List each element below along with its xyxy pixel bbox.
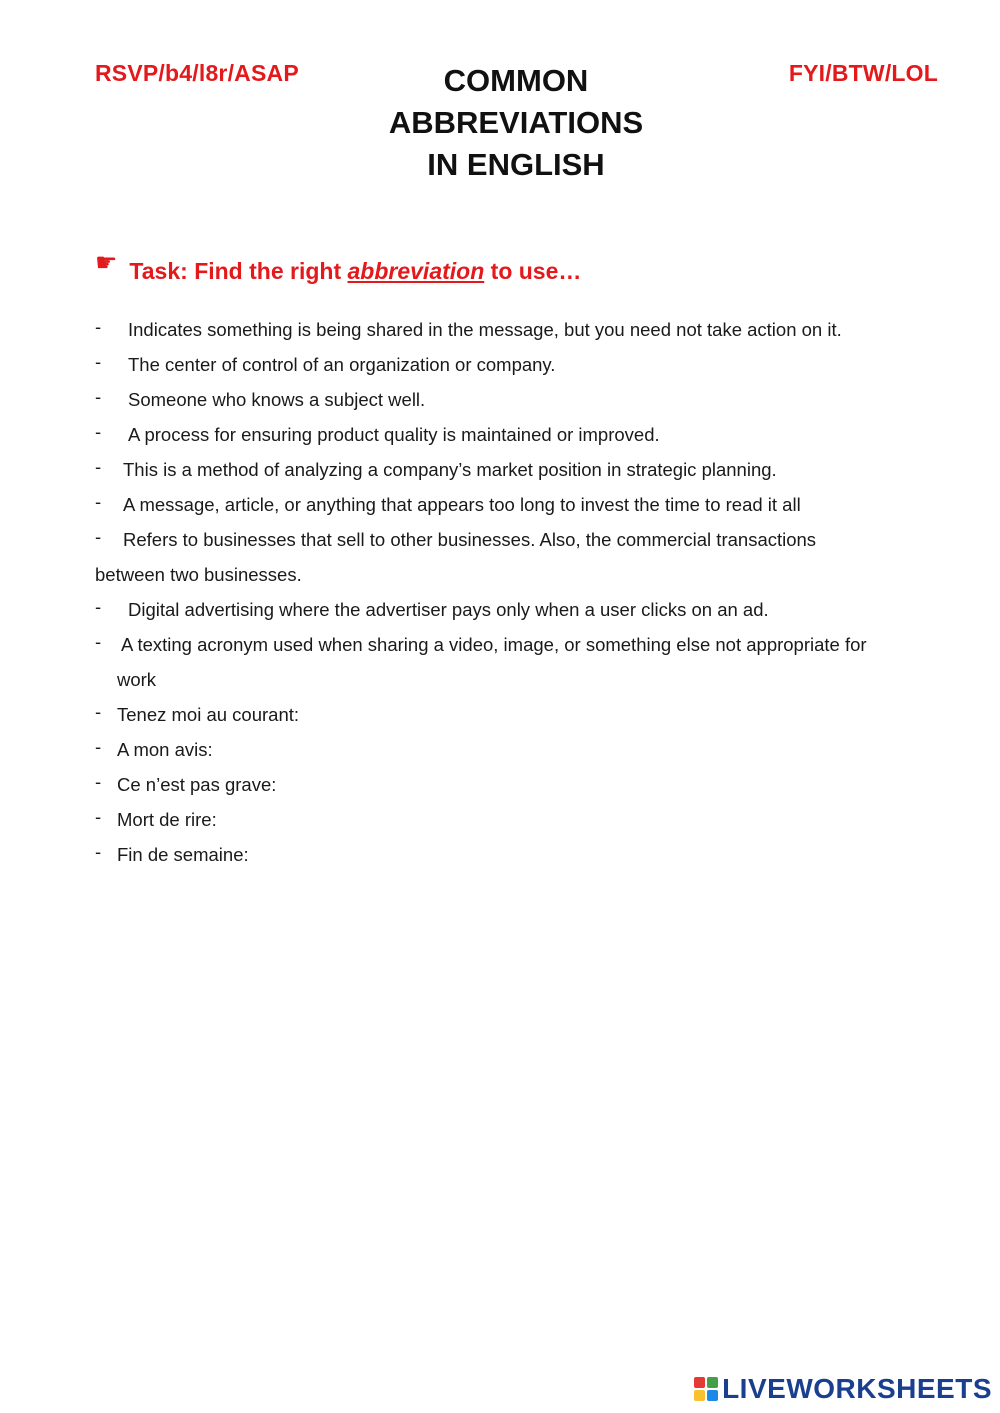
list-dash: - [95,456,102,477]
list-dash: - [95,491,102,512]
definition-list [95,312,955,872]
title-line: IN ENGLISH [427,147,605,182]
task-emphasis: abbreviation [347,258,485,284]
logo-square [694,1390,705,1401]
list-item [95,522,955,557]
item-text: work [117,669,157,690]
list-dash: - [95,596,102,617]
item-text: A process for ensuring product quality is maintained or improved. [128,424,660,445]
logo-text: LIVEWORKSHEETS [722,1373,992,1404]
list-item [95,312,955,347]
list-item [95,487,955,522]
item-text: A mon avis: [117,739,213,760]
title-line: COMMON [443,63,589,98]
list-item [95,802,955,837]
liveworksheets-logo[interactable] [694,1373,992,1405]
title-line: ABBREVIATIONS [388,105,644,140]
item-text: Mort de rire: [117,809,217,830]
list-item [95,452,955,487]
list-item [95,592,955,627]
abbreviation-set-left: RSVP/b4/l8r/ASAP [95,60,299,86]
item-text: between two businesses. [95,564,302,585]
list-dash: - [95,316,102,337]
item-text: Someone who knows a subject well. [128,389,426,410]
item-text: Digital advertising where the advertiser pays only when a user clicks on an ad. [128,599,769,620]
list-item [95,417,955,452]
list-dash: - [95,631,102,652]
list-dash: - [95,806,102,827]
logo-squares-icon [694,1377,718,1401]
page-title [340,60,692,186]
list-dash: - [95,526,102,547]
list-item [95,627,955,662]
task-instruction [95,249,582,285]
item-text: A texting acronym used when sharing a video, image, or something else not appropriate for [121,634,867,655]
list-dash: - [95,421,102,442]
list-item-continuation [95,557,955,592]
item-text: Tenez moi au courant: [117,704,300,725]
list-item [95,347,955,382]
pointing-hand-icon: ☛ [95,249,118,277]
task-prefix: Task: Find the right [129,258,348,284]
item-text: A message, article, or anything that appears too long to invest the time to read it all [123,494,801,515]
item-text: This is a method of analyzing a company’s market position in strategic planning. [123,459,777,480]
list-dash: - [95,701,102,722]
item-text: Fin de semaine: [117,844,249,865]
task-suffix: to use… [484,258,582,284]
list-dash: - [95,386,102,407]
logo-square [707,1377,718,1388]
list-dash: - [95,351,102,372]
item-text: Indicates something is being shared in the message, but you need not take action on it. [128,319,842,340]
abbreviation-set-right: FYI/BTW/LOL [788,60,938,86]
list-dash: - [95,841,102,862]
list-dash: - [95,771,102,792]
logo-square [707,1390,718,1401]
list-dash: - [95,736,102,757]
logo-square [694,1377,705,1388]
item-text: Ce n’est pas grave: [117,774,277,795]
list-item [95,382,955,417]
item-text: Refers to businesses that sell to other businesses. Also, the commercial transactions [123,529,817,550]
list-item [95,732,955,767]
task-text [129,258,581,285]
list-item [95,837,955,872]
item-text: The center of control of an organization or company. [128,354,556,375]
list-item-continuation [95,662,955,697]
list-item [95,767,955,802]
list-item [95,697,955,732]
